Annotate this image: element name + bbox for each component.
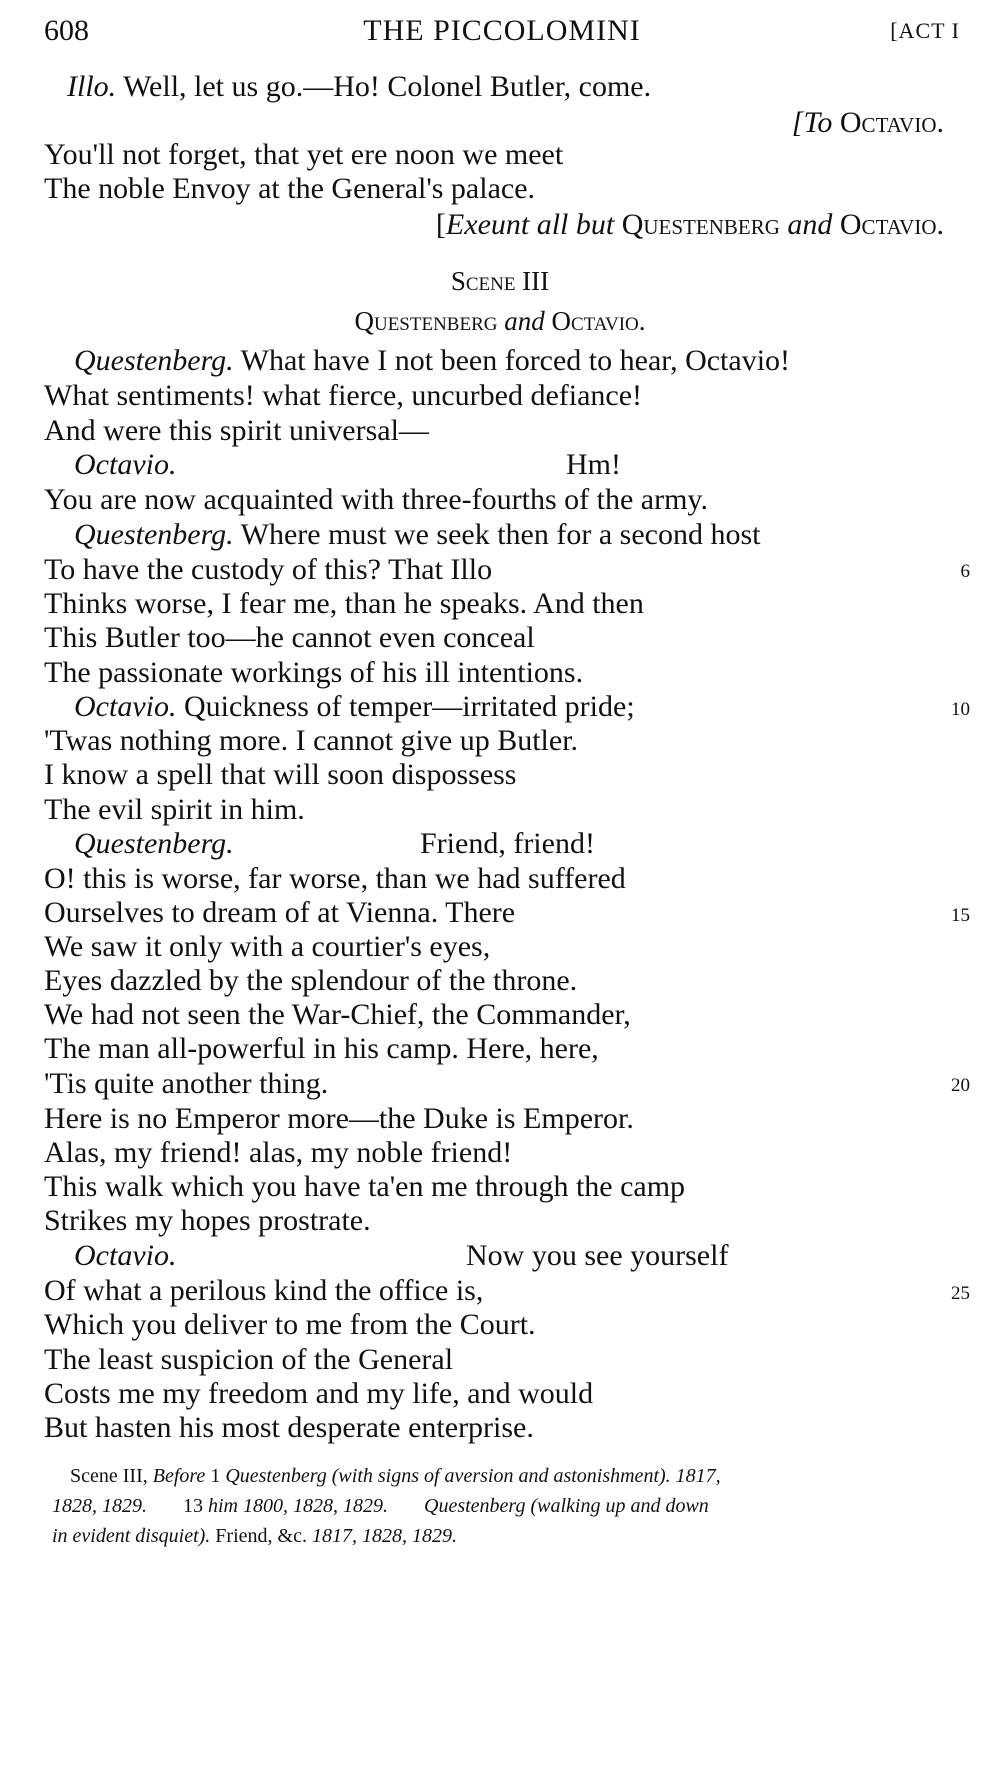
speaker-questenberg: Questenberg. — [74, 827, 234, 860]
verse-line: Eyes dazzled by the splendour of the throne. — [44, 964, 578, 997]
verse-line: 'Tis quite another thing. — [44, 1067, 329, 1100]
speaker-questenberg: Questenberg. — [74, 518, 234, 551]
line-number: 15 — [951, 905, 970, 926]
line-number: 25 — [951, 1283, 970, 1304]
verse-line: And were this spirit universal— — [44, 414, 429, 447]
verse-line: We saw it only with a courtier's eyes, — [44, 930, 491, 963]
verse-text: Hm! — [566, 448, 621, 481]
speech-octavio: Octavio. Quickness of temper—irritated pride; — [74, 690, 635, 723]
verse-line: Costs me my freedom and my life, and would — [44, 1377, 594, 1410]
verse-line: Here is no Emperor more—the Duke is Emperor. — [44, 1102, 634, 1135]
line-number: 20 — [951, 1075, 970, 1096]
speaker-questenberg: Questenberg. — [74, 344, 234, 377]
verse-line: 'Twas nothing more. I cannot give up Butler. — [44, 724, 579, 757]
stage-direction-to-octavio: [To Octavio. — [791, 106, 944, 139]
verse-line: You'll not forget, that yet ere noon we meet — [44, 138, 564, 171]
verse-line: The noble Envoy at the General's palace. — [44, 172, 536, 205]
verse-line: This Butler too—he cannot even conceal — [44, 621, 535, 654]
verse-line: The evil spirit in him. — [44, 793, 305, 826]
speech-questenberg: Questenberg. Where must we seek then for a second host — [74, 518, 761, 551]
line-number: 10 — [951, 699, 970, 720]
verse-line: Strikes my hopes prostrate. — [44, 1204, 371, 1237]
verse-line: Of what a perilous kind the office is, — [44, 1274, 484, 1307]
stage-direction-exeunt: [Exeunt all but Questenberg and Octavio. — [435, 208, 944, 241]
verse-line: This walk which you have ta'en me through the camp — [44, 1170, 686, 1203]
scene-persons: Questenberg and Octavio. — [354, 306, 646, 336]
verse-line: We had not seen the War-Chief, the Commander, — [44, 998, 631, 1031]
speaker-illo: Illo. — [67, 70, 117, 103]
verse-line: Thinks worse, I fear me, than he speaks. And then — [44, 587, 644, 620]
speaker-octavio: Octavio. — [74, 1239, 177, 1272]
speaker-octavio: Octavio. — [74, 448, 177, 481]
verse-text: Well, let us go.—Ho! Colonel Butler, come. — [116, 70, 652, 103]
footnote-line: in evident disquiet). Friend, &c. 1817, 1828, 1829. — [52, 1525, 457, 1547]
verse-line: Which you deliver to me from the Court. — [44, 1308, 536, 1341]
verse-line: The man all-powerful in his camp. Here, here, — [44, 1032, 599, 1065]
footnote-line: Scene III, Before 1 Questenberg (with signs of aversion and astonishment). 1817, — [70, 1465, 721, 1487]
running-title: THE PICCOLOMINI — [363, 14, 641, 47]
verse-line: What sentiments! what fierce, uncurbed defiance! — [44, 379, 643, 412]
verse-line: The passionate workings of his ill intentions. — [44, 656, 584, 689]
page-number: 608 — [44, 14, 89, 47]
act-label: [ACT I — [890, 18, 960, 43]
verse-line: The least suspicion of the General — [44, 1343, 454, 1376]
verse-line: But hasten his most desperate enterprise. — [44, 1411, 534, 1444]
verse-line: Ourselves to dream of at Vienna. There — [44, 896, 516, 929]
line-number: 6 — [960, 561, 970, 582]
verse-line: O! this is worse, far worse, than we had suffered — [44, 862, 626, 895]
verse-line: You are now acquainted with three-fourths of the army. — [44, 483, 708, 516]
line-illo — [67, 72, 651, 102]
speaker-octavio: Octavio. — [74, 690, 177, 723]
speech-questenberg: Questenberg. What have I not been forced to hear, Octavio! — [74, 344, 791, 377]
verse-line: To have the custody of this? That Illo — [44, 553, 493, 586]
verse-text: Now you see yourself — [466, 1239, 729, 1272]
footnote-line: 1828, 1829. 13 him 1800, 1828, 1829. Questenberg (walking up and down — [52, 1495, 709, 1517]
verse-line: Alas, my friend! alas, my noble friend! — [44, 1136, 513, 1169]
scene-heading: Scene III — [450, 266, 550, 296]
verse-line: I know a spell that will soon dispossess — [44, 758, 517, 791]
running-header — [44, 14, 960, 54]
verse-text: Friend, friend! — [420, 827, 595, 860]
